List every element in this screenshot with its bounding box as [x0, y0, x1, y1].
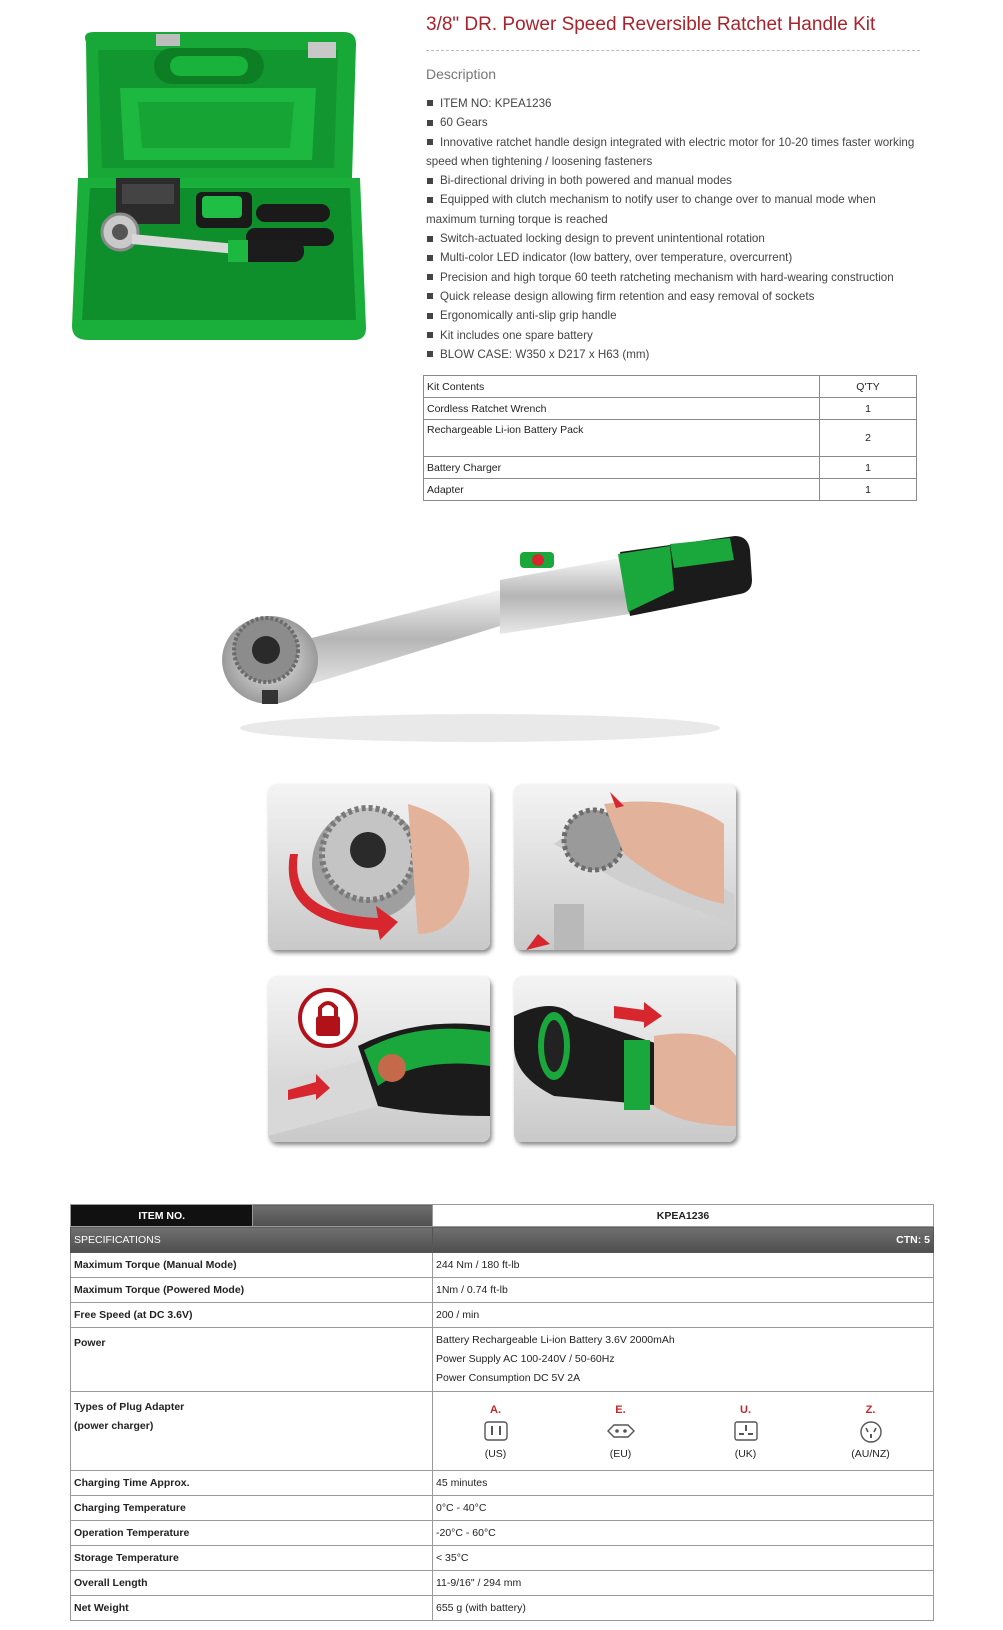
feature-text: ITEM NO: KPEA1236: [440, 97, 552, 110]
plug-region: (EU): [609, 1448, 632, 1460]
feature-text: Equipped with clutch mechanism to notify user to change over to manual mode when maximum turning torque is reached: [426, 193, 876, 226]
feature-text: Switch-actuated locking design to prevent unintentional rotation: [440, 232, 765, 246]
spec-row: [71, 1253, 934, 1278]
kit-item-qty: 1: [820, 457, 917, 479]
plug-code: Z.: [865, 1404, 876, 1416]
spec-value: 1Nm / 0.74 ft-lb: [433, 1278, 934, 1303]
kit-row: [424, 479, 917, 501]
spec-value-power: [433, 1328, 934, 1392]
product-title: 3/8" DR. Power Speed Reversible Ratchet Handle Kit: [426, 14, 876, 35]
kit-row: [424, 420, 917, 457]
ratchet-product-image: [200, 530, 760, 760]
power-line: Power Consumption DC 5V 2A: [436, 1372, 581, 1384]
spec-row: [71, 1596, 934, 1621]
feature-item: [426, 306, 916, 325]
kit-header-row: [424, 376, 917, 398]
bullet-icon: [427, 351, 433, 357]
item-no-spacer: [253, 1205, 433, 1227]
feature-text: BLOW CASE: W350 x D217 x H63 (mm): [440, 347, 650, 361]
us-plug-icon: [441, 1420, 551, 1446]
feature-item: [426, 171, 916, 190]
kit-item-name: Cordless Ratchet Wrench: [424, 398, 820, 420]
kit-item-name: Adapter: [424, 479, 820, 501]
description-label: Description: [426, 66, 497, 82]
feature-text: 60 Gears: [440, 116, 488, 130]
feature-list: [426, 94, 916, 364]
kit-item-name: Rechargeable Li-ion Battery Pack: [424, 420, 820, 457]
plug-code: E.: [615, 1404, 626, 1416]
spec-label: Free Speed (at DC 3.6V): [71, 1303, 433, 1328]
spec-value: 244 Nm / 180 ft-lb: [433, 1253, 934, 1278]
kit-item-qty: 1: [820, 398, 917, 420]
plug-code: U.: [740, 1404, 751, 1416]
feature-text: Precision and high torque 60 teeth ratcheting mechanism with hard-wearing construction: [440, 270, 894, 284]
spec-row: [71, 1521, 934, 1546]
kit-row: [424, 457, 917, 479]
plug-types: [433, 1392, 934, 1471]
feature-text: Kit includes one spare battery: [440, 328, 593, 342]
aunz-plug-icon: [816, 1420, 926, 1446]
item-no-value: KPEA1236: [433, 1205, 934, 1227]
feature-item: [426, 287, 916, 306]
bullet-icon: [427, 120, 433, 126]
kit-item-qty: 2: [820, 420, 917, 457]
spec-label: Overall Length: [71, 1571, 433, 1596]
feature-text: Ergonomically anti-slip grip handle: [440, 309, 617, 323]
spec-value: 0°C - 40°C: [433, 1496, 934, 1521]
title-divider: [426, 50, 920, 51]
kit-item-qty: 1: [820, 479, 917, 501]
spec-label: Power: [71, 1328, 433, 1392]
bullet-icon: [427, 178, 433, 184]
bullet-icon: [427, 236, 433, 242]
feature-item: [426, 345, 916, 364]
kit-row: [424, 398, 917, 420]
spec-label: Operation Temperature: [71, 1521, 433, 1546]
spec-value: 11-9/16" / 294 mm: [433, 1571, 934, 1596]
bullet-icon: [427, 139, 433, 145]
spec-value: 200 / min: [433, 1303, 934, 1328]
feature-text: Innovative ratchet handle design integrated with electric motor for 10-20 times faster working speed when tightening / loosening fasteners: [426, 135, 915, 168]
feature-item: [426, 248, 916, 267]
spec-row-plug: [71, 1392, 934, 1471]
plug-label-line: Types of Plug Adapter: [74, 1401, 185, 1413]
feature-item: [426, 133, 916, 172]
feature-item: [426, 113, 916, 132]
spec-row: [71, 1303, 934, 1328]
specifications-table: [70, 1204, 934, 1621]
feature-item: [426, 326, 916, 345]
bullet-icon: [427, 255, 433, 261]
kit-header-name: Kit Contents: [424, 376, 820, 398]
spec-label: Maximum Torque (Powered Mode): [71, 1278, 433, 1303]
bullet-icon: [427, 197, 433, 203]
kit-item-name: Battery Charger: [424, 457, 820, 479]
feature-panel-reversing: [268, 784, 490, 950]
power-line: Power Supply AC 100-240V / 50-60Hz: [436, 1353, 615, 1365]
spec-section-label: SPECIFICATIONS: [71, 1227, 433, 1253]
item-no-row: [71, 1205, 934, 1227]
plug-region: (AU/NZ): [851, 1448, 890, 1460]
spec-label: Charging Temperature: [71, 1496, 433, 1521]
spec-label: Storage Temperature: [71, 1546, 433, 1571]
feature-item: [426, 229, 916, 248]
spec-row: [71, 1278, 934, 1303]
spec-value: 655 g (with battery): [433, 1596, 934, 1621]
spec-section-header: [71, 1227, 934, 1253]
spec-label: Net Weight: [71, 1596, 433, 1621]
plug-code: A.: [490, 1404, 501, 1416]
spec-row: [71, 1496, 934, 1521]
feature-item: [426, 94, 916, 113]
plug-type-eu: [566, 1404, 676, 1460]
spec-label-plug: [71, 1392, 433, 1471]
plug-region: (UK): [734, 1448, 757, 1460]
feature-panel-battery-release: [514, 976, 736, 1142]
spec-label: Charging Time Approx.: [71, 1471, 433, 1496]
bullet-icon: [427, 100, 433, 106]
bullet-icon: [427, 332, 433, 338]
kit-header-qty: Q'TY: [820, 376, 917, 398]
feature-item: [426, 268, 916, 287]
item-no-label: ITEM NO.: [71, 1205, 253, 1227]
spec-value: 45 minutes: [433, 1471, 934, 1496]
kit-contents-table: [423, 375, 917, 501]
plug-label-line: (power charger): [74, 1420, 154, 1432]
eu-plug-icon: [566, 1420, 676, 1446]
bullet-icon: [427, 293, 433, 299]
kit-case-image: [68, 28, 368, 346]
ctn-label: CTN: 5: [433, 1227, 934, 1253]
power-line: Battery Rechargeable Li-ion Battery 3.6V 2000mAh: [436, 1334, 675, 1346]
uk-plug-icon: [691, 1420, 801, 1446]
spec-row-power: [71, 1328, 934, 1392]
spec-label: Maximum Torque (Manual Mode): [71, 1253, 433, 1278]
feature-panel-quick-release: [514, 784, 736, 950]
bullet-icon: [427, 274, 433, 280]
plug-type-uk: [691, 1404, 801, 1460]
feature-panel-lock-switch: [268, 976, 490, 1142]
feature-text: Multi-color LED indicator (low battery, over temperature, overcurrent): [440, 251, 793, 265]
bullet-icon: [427, 313, 433, 319]
spec-value: -20°C - 60°C: [433, 1521, 934, 1546]
plug-type-aunz: [816, 1404, 926, 1460]
plug-region: (US): [484, 1448, 507, 1460]
feature-item: [426, 190, 916, 229]
feature-text: Bi-directional driving in both powered and manual modes: [440, 174, 732, 188]
spec-row: [71, 1571, 934, 1596]
plug-type-us: [441, 1404, 551, 1460]
feature-text: Quick release design allowing firm retention and easy removal of sockets: [440, 289, 815, 303]
spec-value: < 35°C: [433, 1546, 934, 1571]
spec-row: [71, 1546, 934, 1571]
spec-row: [71, 1471, 934, 1496]
